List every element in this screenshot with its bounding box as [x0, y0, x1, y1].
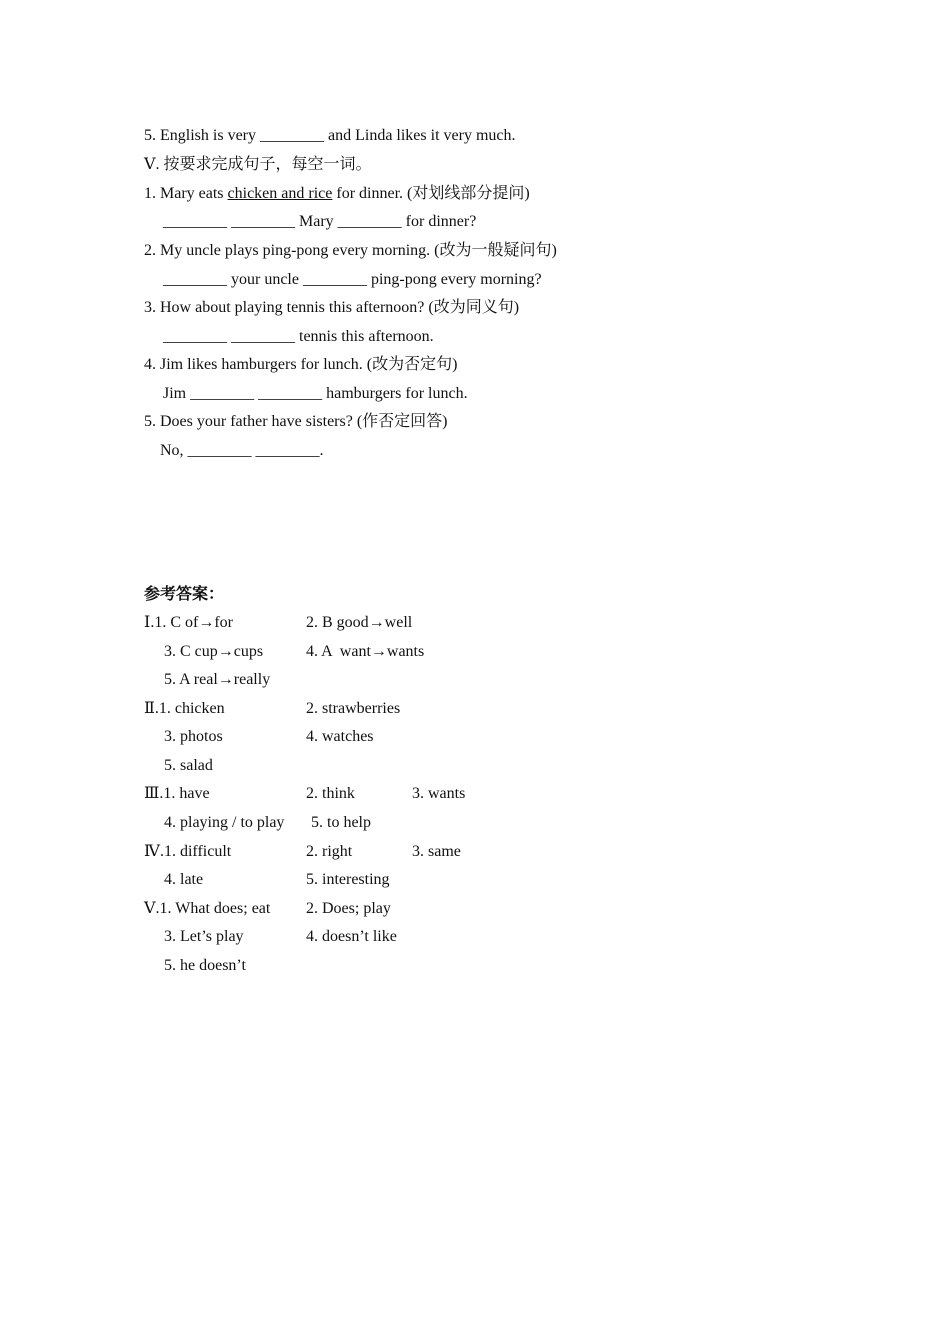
answer-cell: 4. A want→wants [306, 643, 425, 660]
answer-key-title: 参考答案： [144, 586, 225, 603]
question-3-blanks: ________ ________ tennis this afternoon. [163, 328, 434, 345]
answer-cell: 2. Does; play [306, 900, 391, 917]
answer-cell: 5. he doesn’t [164, 957, 246, 974]
answer-cell: 2. B good→well [306, 614, 413, 631]
question-4-prompt: 4. Jim likes hamburgers for lunch. (改为否定句) [144, 356, 458, 373]
question-4-blanks: Jim ________ ________ hamburgers for lunch. [163, 385, 468, 402]
answer-cell: 5. to help [311, 814, 371, 831]
answer-cell: 4. playing / to play [164, 814, 285, 831]
answer-cell: Ⅰ.1. C of→for [144, 614, 233, 631]
carry-over-question: 5. English is very ________ and Linda likes it very much. [144, 127, 516, 144]
question-1-prompt [144, 184, 530, 204]
answer-cell: Ⅲ.1. have [144, 785, 210, 802]
answer-cell: 5. interesting [306, 871, 390, 888]
section-v-title: Ⅴ. 按要求完成句子，每空一词。 [144, 156, 372, 173]
answer-cell: 3. same [412, 843, 461, 860]
question-1-underlined: chicken and rice [227, 185, 333, 202]
answer-cell: 2. right [306, 843, 353, 860]
question-2-blanks: ________ your uncle ________ ping-pong every morning? [163, 271, 542, 288]
answer-cell: 3. C cup→cups [164, 643, 264, 660]
question-1-blanks: ________ ________ Mary ________ for dinner? [163, 213, 477, 230]
answer-cell: 3. photos [164, 728, 223, 745]
answer-cell: Ⅴ.1. What does; eat [144, 900, 271, 917]
answer-cell: 4. watches [306, 728, 374, 745]
answer-cell: 4. late [164, 871, 204, 888]
question-1-suffix: for dinner. (对划线部分提问) [332, 185, 530, 202]
question-1-prefix: 1. Mary eats [144, 185, 228, 202]
answer-cell: 3. wants [412, 785, 466, 802]
answer-cell: 3. Let’s play [164, 928, 244, 945]
answer-cell: 4. doesn’t like [306, 928, 397, 945]
answer-cell: 2. strawberries [306, 700, 401, 717]
question-5-blanks: No, ________ ________. [160, 442, 324, 459]
answer-cell: 5. salad [164, 757, 213, 774]
question-5-prompt: 5. Does your father have sisters? (作否定回答) [144, 413, 448, 430]
answer-cell: Ⅳ.1. difficult [144, 843, 232, 860]
answer-cell: 2. think [306, 785, 355, 802]
answer-cell: 5. A real→really [164, 671, 271, 688]
question-3-prompt: 3. How about playing tennis this afternoon? (改为同义句) [144, 299, 520, 316]
question-2-prompt: 2. My uncle plays ping-pong every morning. (改为一般疑问句) [144, 242, 557, 259]
answer-cell: Ⅱ.1. chicken [144, 700, 225, 717]
